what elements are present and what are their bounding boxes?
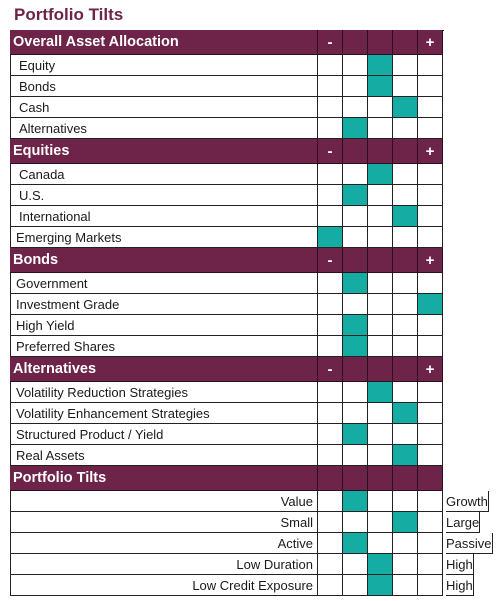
- scale-cell: [343, 55, 368, 76]
- scale-cell: [418, 185, 443, 206]
- scale-cell: [418, 382, 443, 403]
- scale-minus-label: -: [318, 30, 343, 55]
- scale-cell: [393, 336, 418, 357]
- scale-cell: [418, 575, 443, 596]
- scale-cell: [418, 554, 443, 575]
- scale-cell: [343, 445, 368, 466]
- scale-cell: [343, 575, 368, 596]
- scale-cell: [368, 97, 393, 118]
- tilt-marker: [343, 491, 368, 512]
- scale-plus-label: [418, 466, 443, 491]
- row-right-label: High: [446, 554, 474, 575]
- scale-header-cell: [368, 30, 393, 55]
- scale-cell: [418, 491, 443, 512]
- scale-cell: [368, 403, 393, 424]
- scale-cell: [418, 118, 443, 139]
- row-label: Equity: [10, 55, 318, 76]
- row-label: Small: [10, 512, 318, 533]
- row-label: U.S.: [10, 185, 318, 206]
- scale-cell: [418, 55, 443, 76]
- row-right-label: High: [446, 575, 474, 596]
- scale-cell: [343, 206, 368, 227]
- scale-header-cell: [368, 248, 393, 273]
- scale-cell: [393, 185, 418, 206]
- scale-cell: [318, 294, 343, 315]
- scale-cell: [418, 97, 443, 118]
- scale-cell: [318, 491, 343, 512]
- scale-cell: [318, 403, 343, 424]
- scale-cell: [418, 512, 443, 533]
- scale-cell: [318, 512, 343, 533]
- tilt-marker: [393, 512, 418, 533]
- scale-cell: [318, 315, 343, 336]
- tilt-marker: [343, 336, 368, 357]
- scale-cell: [418, 76, 443, 97]
- scale-cell: [343, 554, 368, 575]
- row-label: High Yield: [10, 315, 318, 336]
- row-right-label: Passive: [446, 533, 493, 554]
- tilt-marker: [318, 227, 343, 248]
- scale-cell: [343, 227, 368, 248]
- scale-cell: [393, 575, 418, 596]
- tilt-marker: [368, 554, 393, 575]
- scale-cell: [368, 491, 393, 512]
- scale-cell: [393, 424, 418, 445]
- scale-plus-label: +: [418, 248, 443, 273]
- row-label: Canada: [10, 164, 318, 185]
- tilt-marker: [343, 185, 368, 206]
- row-label: Low Credit Exposure: [10, 575, 318, 596]
- row-label: Volatility Enhancement Strategies: [10, 403, 318, 424]
- row-label: Active: [10, 533, 318, 554]
- scale-cell: [393, 382, 418, 403]
- scale-cell: [418, 424, 443, 445]
- scale-cell: [368, 533, 393, 554]
- scale-cell: [368, 336, 393, 357]
- tilt-marker: [418, 294, 443, 315]
- scale-cell: [393, 76, 418, 97]
- tilt-marker: [368, 76, 393, 97]
- scale-minus-label: [318, 466, 343, 491]
- scale-cell: [368, 424, 393, 445]
- row-label: Cash: [10, 97, 318, 118]
- page-title: Portfolio Tilts: [14, 5, 124, 24]
- scale-minus-label: -: [318, 357, 343, 382]
- scale-header-cell: [393, 30, 418, 55]
- tilt-marker: [368, 382, 393, 403]
- scale-cell: [318, 554, 343, 575]
- scale-cell: [318, 424, 343, 445]
- row-label: Preferred Shares: [10, 336, 318, 357]
- scale-cell: [418, 403, 443, 424]
- scale-cell: [393, 273, 418, 294]
- scale-minus-label: -: [318, 139, 343, 164]
- tilt-marker: [368, 55, 393, 76]
- row-label: Investment Grade: [10, 294, 318, 315]
- tilt-marker: [393, 445, 418, 466]
- tilt-marker: [343, 118, 368, 139]
- scale-cell: [343, 97, 368, 118]
- scale-plus-label: +: [418, 357, 443, 382]
- tilt-marker: [393, 206, 418, 227]
- scale-plus-label: +: [418, 139, 443, 164]
- scale-cell: [418, 164, 443, 185]
- scale-cell: [343, 164, 368, 185]
- scale-cell: [318, 76, 343, 97]
- scale-header-cell: [368, 357, 393, 382]
- scale-cell: [418, 206, 443, 227]
- row-right-label: Growth: [446, 491, 489, 512]
- scale-cell: [318, 164, 343, 185]
- tilt-marker: [343, 315, 368, 336]
- scale-cell: [418, 227, 443, 248]
- scale-cell: [318, 533, 343, 554]
- scale-cell: [368, 512, 393, 533]
- scale-header-cell: [343, 139, 368, 164]
- tilt-marker: [343, 424, 368, 445]
- scale-cell: [368, 315, 393, 336]
- scale-cell: [418, 273, 443, 294]
- scale-header-cell: [343, 466, 368, 491]
- scale-cell: [393, 294, 418, 315]
- scale-cell: [318, 185, 343, 206]
- scale-cell: [368, 273, 393, 294]
- scale-header-cell: [393, 357, 418, 382]
- scale-header-cell: [368, 139, 393, 164]
- row-label: Volatility Reduction Strategies: [10, 382, 318, 403]
- scale-cell: [393, 164, 418, 185]
- tilt-marker: [368, 575, 393, 596]
- scale-header-cell: [393, 248, 418, 273]
- scale-cell: [368, 118, 393, 139]
- scale-cell: [368, 294, 393, 315]
- scale-cell: [343, 382, 368, 403]
- scale-header-cell: [368, 466, 393, 491]
- tilt-marker: [368, 164, 393, 185]
- scale-cell: [393, 533, 418, 554]
- scale-cell: [318, 206, 343, 227]
- section-title: Alternatives: [10, 357, 318, 382]
- scale-cell: [318, 382, 343, 403]
- scale-cell: [393, 491, 418, 512]
- scale-cell: [418, 445, 443, 466]
- section-title: Bonds: [10, 248, 318, 273]
- scale-header-cell: [343, 248, 368, 273]
- scale-cell: [343, 76, 368, 97]
- scale-cell: [418, 533, 443, 554]
- scale-cell: [318, 336, 343, 357]
- row-label: Low Duration: [10, 554, 318, 575]
- section-title: Portfolio Tilts: [10, 466, 318, 491]
- scale-cell: [418, 336, 443, 357]
- row-label: Real Assets: [10, 445, 318, 466]
- scale-cell: [393, 227, 418, 248]
- scale-cell: [318, 445, 343, 466]
- scale-cell: [343, 403, 368, 424]
- scale-cell: [418, 315, 443, 336]
- scale-cell: [343, 294, 368, 315]
- tilt-marker: [393, 97, 418, 118]
- scale-plus-label: +: [418, 30, 443, 55]
- scale-cell: [368, 227, 393, 248]
- scale-cell: [393, 118, 418, 139]
- scale-cell: [318, 97, 343, 118]
- scale-header-cell: [393, 139, 418, 164]
- scale-header-cell: [343, 357, 368, 382]
- scale-cell: [318, 118, 343, 139]
- scale-cell: [318, 273, 343, 294]
- scale-cell: [393, 55, 418, 76]
- scale-cell: [368, 206, 393, 227]
- tilt-marker: [393, 403, 418, 424]
- row-label: Value: [10, 491, 318, 512]
- scale-cell: [368, 185, 393, 206]
- tilt-marker: [343, 533, 368, 554]
- tilt-marker: [343, 273, 368, 294]
- scale-header-cell: [343, 30, 368, 55]
- scale-cell: [318, 55, 343, 76]
- scale-cell: [343, 512, 368, 533]
- scale-cell: [393, 554, 418, 575]
- section-title: Overall Asset Allocation: [10, 30, 318, 55]
- row-right-label: Large: [446, 512, 480, 533]
- row-label: International: [10, 206, 318, 227]
- section-title: Equities: [10, 139, 318, 164]
- row-label: Bonds: [10, 76, 318, 97]
- scale-cell: [318, 575, 343, 596]
- row-label: Alternatives: [10, 118, 318, 139]
- row-label: Emerging Markets: [10, 227, 318, 248]
- scale-header-cell: [393, 466, 418, 491]
- row-label: Structured Product / Yield: [10, 424, 318, 445]
- scale-cell: [368, 445, 393, 466]
- scale-minus-label: -: [318, 248, 343, 273]
- row-label: Government: [10, 273, 318, 294]
- scale-cell: [393, 315, 418, 336]
